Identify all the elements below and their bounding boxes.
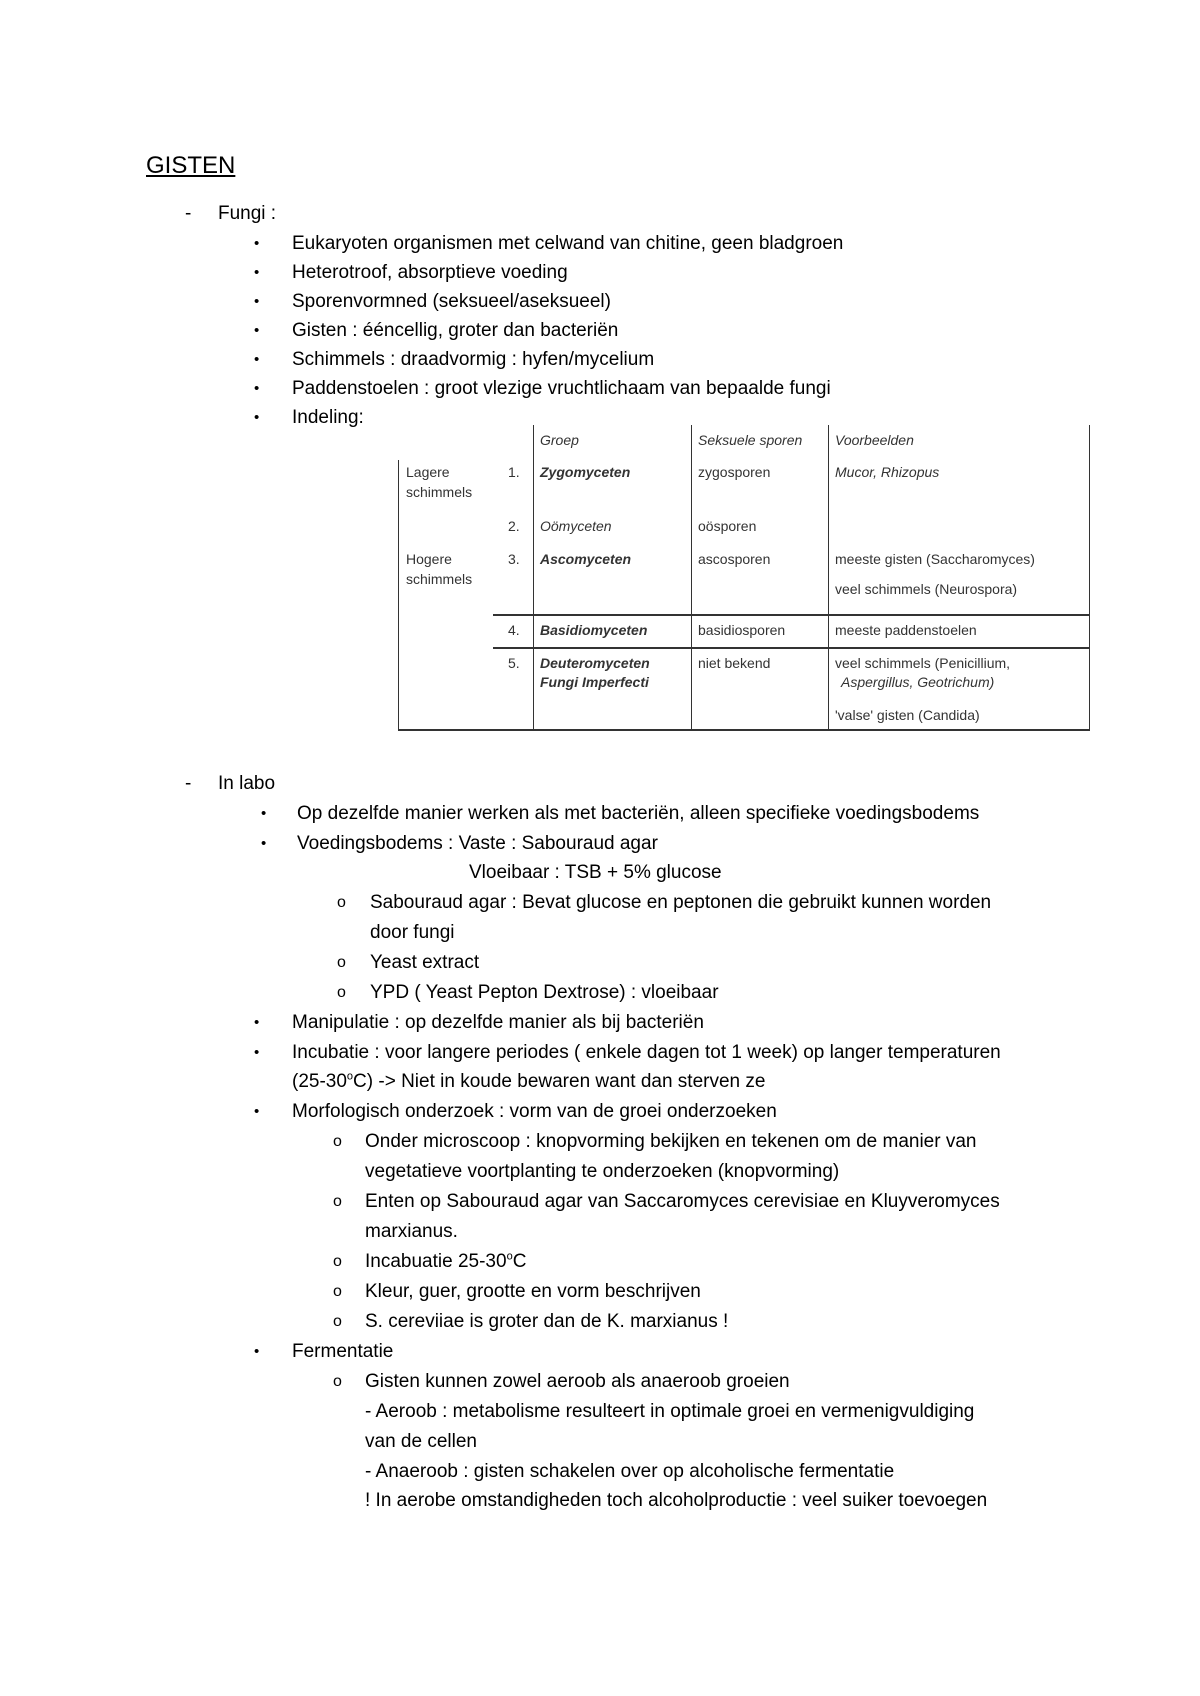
- bullet-icon: •: [254, 1343, 260, 1360]
- sub-bullet-icon: o: [333, 1373, 342, 1390]
- sub-bullet-icon: o: [337, 894, 346, 911]
- sub-bullet-icon: o: [333, 1313, 342, 1330]
- table-cell: Aspergillus, Geotrichum): [841, 674, 995, 690]
- section-heading-labo: In labo: [218, 773, 276, 794]
- list-item: Indeling:: [292, 407, 364, 428]
- bullet-icon: •: [254, 380, 260, 397]
- bullet-icon: •: [254, 1103, 260, 1120]
- sub-bullet-icon: o: [333, 1283, 342, 1300]
- bullet-icon: •: [254, 409, 260, 426]
- sub-list-item-continuation: ! In aerobe omstandigheden toch alcoholproductie : veel suiker toevoegen: [365, 1490, 988, 1511]
- sub-list-item-continuation: door fungi: [370, 922, 455, 943]
- list-item: Incubatie : voor langere periodes ( enkele dagen tot 1 week) op langer temperaturen: [292, 1042, 1001, 1063]
- table-divider: [828, 425, 829, 731]
- degree-superscript: o: [346, 1070, 354, 1083]
- table-header: Voorbeelden: [835, 432, 914, 448]
- sub-list-item: Yeast extract: [370, 952, 480, 973]
- degree-superscript: o: [506, 1250, 513, 1263]
- list-item: Manipulatie : op dezelfde manier als bij bacteriën: [292, 1012, 704, 1033]
- bullet-icon: •: [254, 235, 260, 252]
- bullet-icon: •: [261, 835, 267, 852]
- sub-list-item: Enten op Sabouraud agar van Saccaromyces cerevisiae en Kluyveromyces: [365, 1191, 1000, 1212]
- row-label: schimmels: [406, 484, 473, 500]
- list-item: Paddenstoelen : groot vlezige vruchtlichaam van bepaalde fungi: [292, 378, 831, 399]
- row-label: schimmels: [406, 571, 473, 587]
- list-item: Op dezelfde manier werken als met bacteriën, alleen specifieke voedingsbodems: [297, 803, 980, 824]
- table-cell: 5.: [508, 655, 520, 671]
- section-heading-fungi: Fungi :: [218, 203, 277, 224]
- table-cell: meeste gisten (Saccharomyces): [835, 551, 1035, 567]
- row-label: Hogere: [406, 551, 452, 567]
- sub-list-item: Kleur, guer, grootte en vorm beschrijven: [365, 1281, 701, 1302]
- table-border: [398, 460, 399, 731]
- table-rule: [493, 647, 1090, 649]
- table-cell: Oömyceten: [540, 518, 612, 534]
- sub-list-item: Gisten kunnen zowel aeroob als anaeroob groeien: [365, 1371, 790, 1392]
- table-cell: 1.: [508, 464, 520, 480]
- table-cell: ascosporen: [698, 551, 771, 567]
- table-header: Groep: [540, 432, 579, 448]
- table-cell: Basidiomyceten: [540, 622, 648, 638]
- bullet-icon: •: [254, 351, 260, 368]
- table-cell: Fungi Imperfecti: [540, 674, 649, 690]
- text-run: C) -> Niet in koude bewaren want dan sterven ze: [353, 1071, 766, 1092]
- dash-marker: -: [185, 773, 192, 794]
- table-border: [398, 729, 1090, 731]
- sub-list-item-continuation: van de cellen: [365, 1431, 477, 1452]
- list-item: Heterotroof, absorptieve voeding: [292, 262, 568, 283]
- list-item: Sporenvormned (seksueel/aseksueel): [292, 291, 611, 312]
- sub-bullet-icon: o: [337, 954, 346, 971]
- table-cell: veel schimmels (Neurospora): [835, 581, 1018, 597]
- bullet-icon: •: [254, 293, 260, 310]
- bullet-icon: •: [261, 805, 267, 822]
- table-cell: 2.: [508, 518, 520, 534]
- sub-list-item-continuation: vegetatieve voortplanting te onderzoeken (knopvorming): [365, 1161, 840, 1182]
- list-item-continuation: Vloeibaar : TSB + 5% glucose: [469, 862, 722, 883]
- table-cell: zygosporen: [698, 464, 771, 480]
- sub-list-item-continuation: marxianus.: [365, 1221, 458, 1242]
- sub-bullet-icon: o: [333, 1133, 342, 1150]
- table-header: Seksuele sporen: [698, 432, 803, 448]
- list-item: Morfologisch onderzoek : vorm van de groei onderzoeken: [292, 1101, 777, 1122]
- text-run: (25-30: [292, 1071, 347, 1092]
- table-cell: Zygomyceten: [540, 464, 631, 480]
- list-item-continuation: [292, 1071, 765, 1093]
- sub-list-item: Onder microscoop : knopvorming bekijken en tekenen om de manier van: [365, 1131, 977, 1152]
- bullet-icon: •: [254, 1014, 260, 1031]
- list-item: Schimmels : draadvormig : hyfen/mycelium: [292, 349, 655, 370]
- list-item: Fermentatie: [292, 1341, 394, 1362]
- table-cell: niet bekend: [698, 655, 771, 671]
- table-rule: [493, 614, 1090, 616]
- text-run: C: [512, 1251, 527, 1272]
- sub-bullet-icon: o: [333, 1193, 342, 1210]
- table-cell: basidiosporen: [698, 622, 786, 638]
- list-item: Voedingsbodems : Vaste : Sabouraud agar: [297, 833, 658, 854]
- bullet-icon: •: [254, 1044, 260, 1061]
- sub-list-item-continuation: - Anaeroob : gisten schakelen over op alcoholische fermentatie: [365, 1461, 895, 1482]
- list-item: Eukaryoten organismen met celwand van chitine, geen bladgroen: [292, 233, 844, 254]
- classification-table: [398, 425, 1090, 731]
- bullet-icon: •: [254, 322, 260, 339]
- dash-marker: -: [185, 203, 192, 224]
- row-label: Lagere: [406, 464, 450, 480]
- table-cell: oösporen: [698, 518, 757, 534]
- list-item: Gisten : ééncellig, groter dan bacteriën: [292, 320, 619, 341]
- sub-list-item: Sabouraud agar : Bevat glucose en peptonen die gebruikt kunnen worden: [370, 892, 992, 913]
- sub-bullet-icon: o: [333, 1253, 342, 1270]
- table-border: [1089, 425, 1090, 731]
- page-title: GISTEN: [146, 152, 236, 179]
- text-run: Incabuatie 25-30: [365, 1251, 507, 1272]
- sub-list-item: YPD ( Yeast Pepton Dextrose) : vloeibaar: [370, 982, 719, 1003]
- table-cell: Mucor, Rhizopus: [835, 464, 940, 480]
- sub-bullet-icon: o: [337, 984, 346, 1001]
- table-cell: meeste paddenstoelen: [835, 622, 977, 638]
- table-cell: 'valse' gisten (Candida): [835, 707, 980, 723]
- table-cell: Deuteromyceten: [540, 655, 650, 671]
- table-cell: 3.: [508, 551, 520, 567]
- sub-list-item: S. cereviiae is groter dan de K. marxianus !: [365, 1311, 729, 1332]
- sub-list-item-continuation: - Aeroob : metabolisme resulteert in optimale groei en vermenigvuldiging: [365, 1401, 975, 1422]
- table-divider: [691, 425, 692, 731]
- table-cell: veel schimmels (Penicillium,: [835, 655, 1011, 671]
- sub-list-item: [365, 1251, 526, 1273]
- bullet-icon: •: [254, 264, 260, 281]
- table-cell: Ascomyceten: [540, 551, 632, 567]
- table-cell: 4.: [508, 622, 520, 638]
- table-divider: [533, 425, 534, 731]
